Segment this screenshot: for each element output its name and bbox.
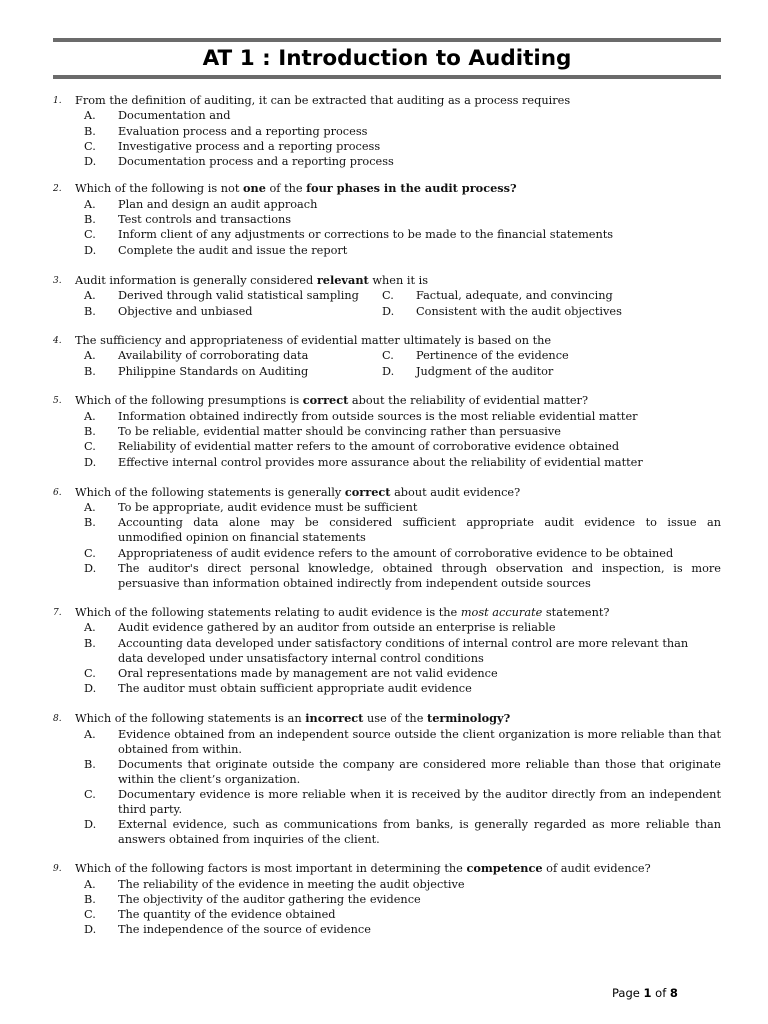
question-number: 5. — [53, 396, 62, 406]
question-number: 4. — [53, 336, 62, 346]
question-number: 7. — [53, 608, 62, 618]
title-top-rule — [53, 38, 721, 42]
question-stem: The sufficiency and appropriateness of evidential matter ultimately is based on the — [75, 334, 552, 347]
question-stem: Which of the following presumptions is correct about the reliability of evidential matter? — [75, 393, 589, 407]
question-number: 6. — [53, 488, 62, 498]
question-stem: Which of the following is not one of the four phases in the audit process? — [75, 181, 517, 195]
question-stem: From the definition of auditing, it can be extracted that auditing as a process requires — [75, 94, 571, 107]
question-stem: Which of the following statements is generally correct about audit evidence? — [75, 485, 521, 499]
page-title: AT 1 : Introduction to Auditing — [202, 46, 572, 71]
question-number: 1. — [53, 96, 62, 106]
question-stem: Which of the following statements is an incorrect use of the terminology? — [75, 711, 511, 725]
question-number: 2. — [53, 184, 62, 194]
question-number: 9. — [53, 864, 62, 874]
page-number: Page 1 of 8 — [612, 986, 678, 1000]
title-bottom-rule — [53, 75, 721, 79]
document-page: AT 1 : Introduction to Auditing 1. From the definition of auditing, it can be extracted that auditing as a process requires A. Documentation and B. Evaluation process and a reporting process C. Investigative process and a reporting process D. Documentation process and a reporting process 2. Which of the following is not one of the four phases in the audit process? A. Plan and design an audit approach B. Test controls and transactions C. Inform client of any adjustments or corrections to be made to the financial statements D. Complete the audit and issue the report 3. Audit information is generally considered relevant when it is A. Derived through valid statistical sampling C. Factual, adequate, and convincing B. Objective and unbiased D. Consistent with the audit objectives 4. The sufficiency and appropriateness of evidential matter ultimately is based on the A. Availability of corroborating data C. Pertinence of the evidence B. Philippine Standards on Auditing D. Judgment of the auditor 5. Which of the following presumptions is correct about the reliability of evidential matter? A. Information obtained indirectly from outside sources is the most reliable evidential matter B. To be reliable, evidential matter should be convincing rather than persuasive C. Reliability of evidential matter refers to the amount of corroborative evidence obtained D. Effective internal control provides more assurance about the reliability of evidential matter 6. Which of the following statements is generally correct about audit evidence? A. To be appropriate, audit evidence must be sufficient B. Accounting data alone may be considered sufficient appropriate audit evidence to issue an unmodified opinion on financial statements C. Appropriateness of audit evidence refers to the amount of corroborative evidence to be obtained D. The auditor's direct personal knowledge, obtained through observation and inspection, is more persuasive than information obtained indirectly from independent outside sources 7. Which of the following statements relating to audit evidence is the most accurate statement? A. Audit evidence gathered by an auditor from outside an enterprise is reliable B. Accounting data developed under satisfactory conditions of internal control are more relevant than data developed under unsatisfactory internal control conditions C. Oral representations made by management are not valid evidence D. The auditor must obtain sufficient appropriate audit evidence 8. Which of the following statements is an incorrect use of the terminology? A. Evidence obtained from an independent source outside the client organization is more reliable than that obtained from within. B. Documents that originate outside the company are considered more reliable than those that originate within the client’s organization. C. Documentary evidence is more reliable when it is received by the auditor directly from an independent third party. D. External evidence, such as communications from banks, is generally regarded as more reliable than answers obtained from inquiries of the client. 9. Which of the following factors is most important in determining the competence of audit evidence? A. The reliability of the evidence in meeting the audit objective B. The objectivity of the auditor gathering the evidence C. The quantity of the evidence obtained D. The independence of the source of evidence Page 1 of 8 — [0, 0, 768, 1024]
question-stem: Which of the following factors is most important in determining the competence of audit evidence? — [75, 861, 651, 875]
question-number: 8. — [53, 714, 62, 724]
question-stem: Which of the following statements relating to audit evidence is the most accurate statement? — [75, 606, 610, 619]
question-stem: Audit information is generally considered relevant when it is — [75, 273, 428, 287]
question-number: 3. — [53, 276, 62, 286]
